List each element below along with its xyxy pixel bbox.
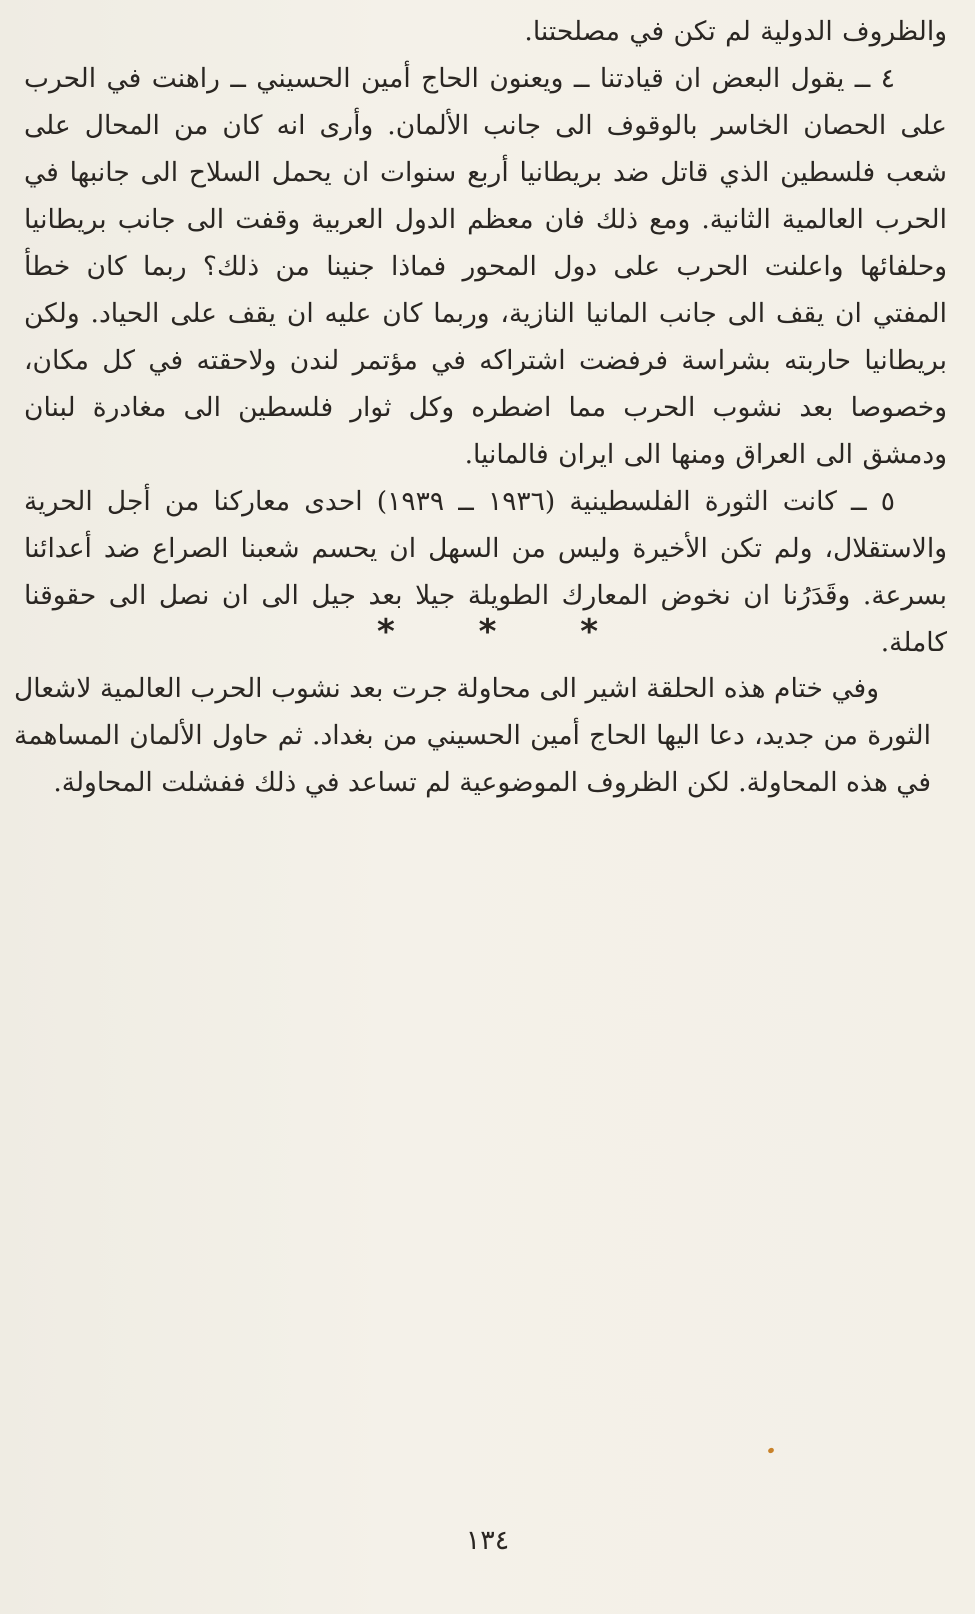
paragraph-point-4: ٤ ــ يقول البعض ان قيادتنا ــ ويعنون الحاج أمين الحسيني ــ راهنت في الحرب على الحصان الخاسر بالوقوف الى جانب الألمان. وأرى انه كان من المحال على شعب فلسطين الذي قاتل ضد بريطانيا أربع سنوات ان يحمل السلاح الى جانبها في الحرب العالمية الثانية. ومع ذلك فان معظم الدول العربية وقفت الى جانب بريطانيا وحلفائها واعلنت الحرب على دول المحور فماذا جنينا من ذلك؟ ربما كان خطأ المفتي ان يقف الى جانب المانيا النازية، وربما كان عليه ان يقف على الحياد. ولكن بريطانيا حاربته بشراسة فرفضت اشتراكه في مؤتمر لندن ولاحقته في كل مكان، وخصوصا بعد نشوب الحرب مما اضطره وكل ثوار فلسطين الى مغادرة لبنان ودمشق الى العراق ومنها الى ايران فالمانيا.	[24, 63, 947, 470]
ink-speck	[767, 1447, 775, 1454]
section-separator: * * *	[376, 612, 634, 652]
paragraph-continuation: والظروف الدولية لم تكن في مصلحتنا.	[524, 16, 947, 47]
main-text	[24, 8, 947, 666]
paragraph-closing: وفي ختام هذه الحلقة اشير الى محاولة جرت بعد نشوب الحرب العالمية لاشعال الثورة من جديد، دعا اليها الحاج أمين الحسيني من بغداد. ثم حاول الألمان المساهمة في هذه المحاولة. لكن الظروف الموضوعية لم تساعد في ذلك ففشلت المحاولة.	[14, 673, 931, 798]
page-number: ١٣٤	[465, 1525, 510, 1556]
closing-text	[14, 665, 931, 806]
paragraph-point-5: ٥ ــ كانت الثورة الفلسطينية (١٩٣٦ ــ ١٩٣٩) احدى معاركنا من أجل الحرية والاستقلال، ولم تكن الأخيرة وليس من السهل ان يحسم شعبنا الصراع ضد أعدائنا بسرعة. وقَدَرُنا ان نخوض المعارك الطويلة جيلا بعد جيل الى ان نصل الى حقوقنا كاملة.	[24, 486, 947, 658]
